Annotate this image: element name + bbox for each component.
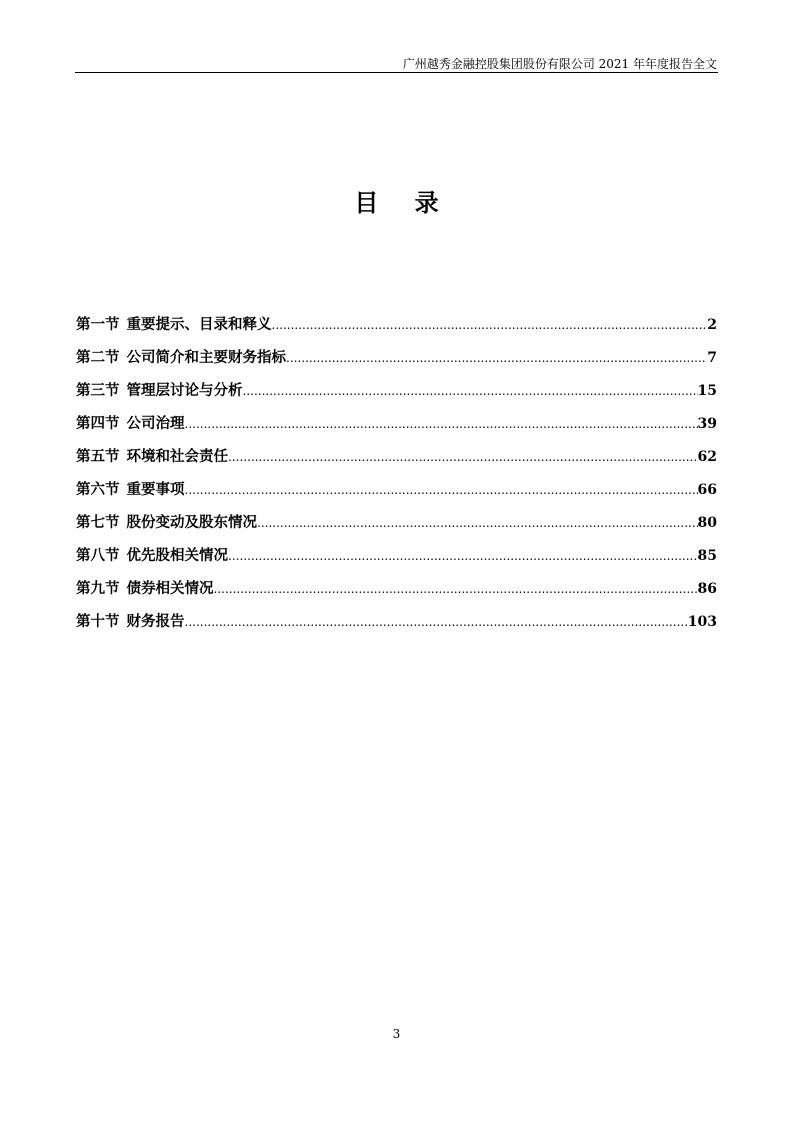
toc-entry[interactable] — [76, 381, 717, 414]
toc-page-number: 66 — [697, 482, 717, 498]
toc-entry[interactable] — [76, 579, 717, 612]
toc-section-number: 第三节 — [76, 383, 120, 399]
toc-entry[interactable] — [76, 480, 717, 513]
toc-section-title: 优先股相关情况 — [126, 548, 228, 564]
page-title: 目 录 — [354, 189, 453, 217]
toc-section-title: 债券相关情况 — [126, 581, 214, 597]
toc-dot-leader — [286, 348, 707, 368]
header-divider — [75, 72, 718, 73]
toc-page-number: 7 — [707, 350, 717, 366]
toc-section-title: 股份变动及股东情况 — [126, 515, 257, 531]
toc-section-number: 第十节 — [76, 614, 120, 630]
toc-dot-leader — [185, 414, 698, 434]
toc-section-title: 重要提示、目录和释义 — [126, 317, 272, 333]
toc-dot-leader — [228, 546, 698, 566]
toc-entry[interactable] — [76, 612, 717, 645]
toc-section-title: 公司简介和主要财务指标 — [126, 350, 286, 366]
toc-dot-leader — [272, 315, 708, 335]
toc-section-number: 第六节 — [76, 482, 120, 498]
toc-section-title: 公司治理 — [126, 416, 185, 432]
toc-section-title: 重要事项 — [126, 482, 185, 498]
toc-dot-leader — [185, 612, 688, 632]
toc-section-number: 第一节 — [76, 317, 120, 333]
toc-section-title: 管理层讨论与分析 — [126, 383, 243, 399]
toc-entry[interactable] — [76, 315, 717, 348]
toc-section-number: 第四节 — [76, 416, 120, 432]
toc-dot-leader — [185, 480, 698, 500]
page-number: 3 — [392, 1027, 401, 1041]
running-header: 广州越秀金融控股集团股份有限公司 2021 年年度报告全文 — [402, 57, 717, 71]
toc-section-number: 第八节 — [76, 548, 120, 564]
toc-page-number: 2 — [707, 317, 717, 333]
toc-entry[interactable] — [76, 348, 717, 381]
toc-section-number: 第二节 — [76, 350, 120, 366]
toc-entry[interactable] — [76, 447, 717, 480]
toc-page-number: 15 — [697, 383, 717, 399]
toc-dot-leader — [257, 513, 698, 533]
toc-entry[interactable] — [76, 513, 717, 546]
toc-entry[interactable] — [76, 546, 717, 579]
toc-dot-leader — [214, 579, 698, 599]
toc-dot-leader — [228, 447, 698, 467]
toc-page-number: 103 — [687, 614, 717, 630]
toc-section-title: 环境和社会责任 — [126, 449, 228, 465]
toc-section-number: 第九节 — [76, 581, 120, 597]
toc-section-title: 财务报告 — [126, 614, 185, 630]
toc-section-number: 第五节 — [76, 449, 120, 465]
toc-page-number: 86 — [697, 581, 717, 597]
toc-entry[interactable] — [76, 414, 717, 447]
table-of-contents — [76, 315, 717, 645]
toc-page-number: 39 — [697, 416, 717, 432]
toc-page-number: 62 — [697, 449, 717, 465]
toc-page-number: 80 — [697, 515, 717, 531]
toc-page-number: 85 — [697, 548, 717, 564]
toc-section-number: 第七节 — [76, 515, 120, 531]
toc-dot-leader — [243, 381, 698, 401]
